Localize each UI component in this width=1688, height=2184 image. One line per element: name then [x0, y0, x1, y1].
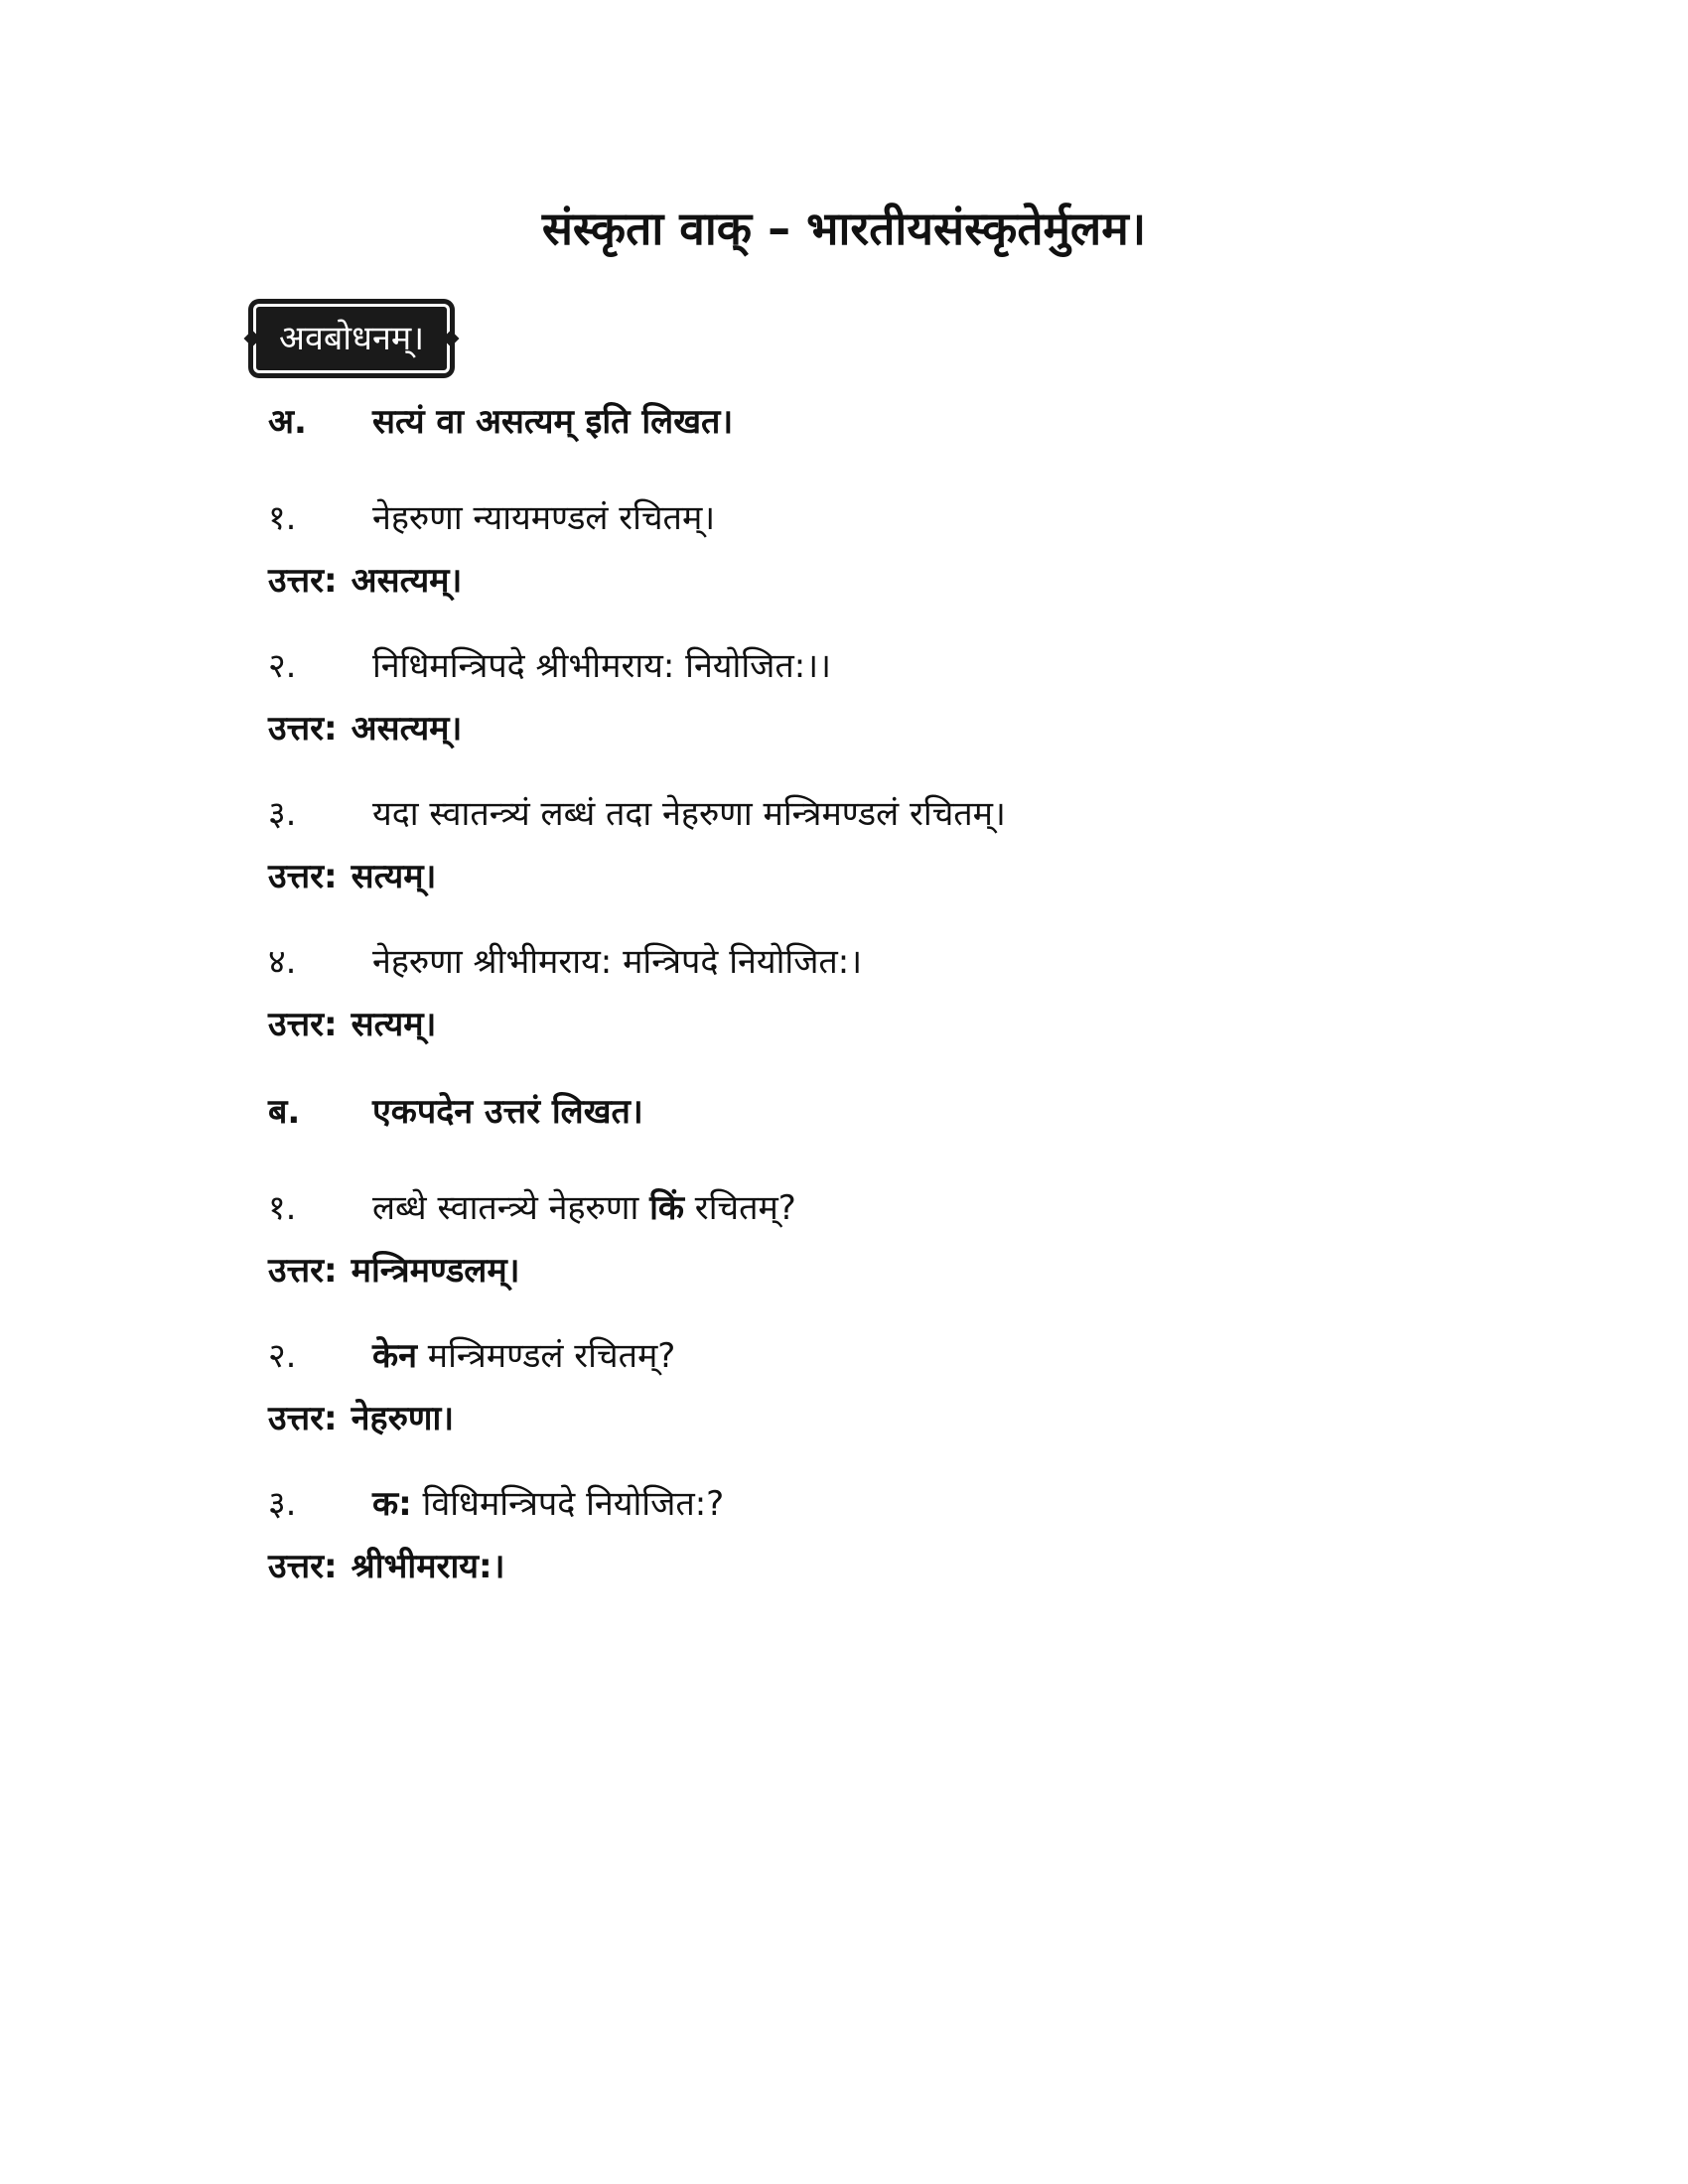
question-number: ४.	[268, 942, 297, 982]
question-number: १.	[268, 1188, 297, 1228]
question-number: ३.	[268, 1484, 297, 1524]
answer-text: असत्यम्।	[351, 709, 463, 749]
answer-text: श्रीभीमराय:।	[351, 1547, 505, 1586]
answer-text: असत्यम्।	[351, 561, 463, 601]
section-b-heading-text: एकपदेन उत्तरं लिखत।	[372, 1092, 643, 1132]
answer-label: उत्तर:	[268, 561, 338, 601]
question-row	[268, 641, 831, 691]
question-text: निधिमन्त्रिपदे श्रीभीमराय: नियोजित:।।	[372, 646, 831, 686]
question-number: १.	[268, 498, 297, 538]
section-badge: अवबोधनम्।	[253, 304, 450, 373]
answer-row	[268, 1542, 504, 1591]
page-title: संस्कृता वाक् – भारतीयसंस्कृतेर्मुलम।	[541, 202, 1147, 255]
question-text-end: मन्त्रिमण्डलं रचितम्?	[416, 1336, 676, 1376]
question-row	[268, 1331, 675, 1381]
answer-row	[268, 1000, 436, 1049]
question-text: यदा स्वातन्त्र्यं लब्धं तदा नेहरुणा मन्त्रिमण्डलं रचितम्।	[372, 794, 1006, 834]
question-row	[268, 937, 862, 987]
question-text-end: विधिमन्त्रिपदे नियोजित:?	[411, 1484, 725, 1524]
question-number: ३.	[268, 794, 297, 834]
question-text-start: लब्धे स्वातन्त्र्ये नेहरुणा	[372, 1188, 650, 1228]
answer-label: उत्तर:	[268, 1547, 338, 1586]
question-keyword: किं	[649, 1188, 684, 1228]
question-text: नेहरुणा न्यायमण्डलं रचितम्।	[372, 498, 716, 538]
answer-text: सत्यम्।	[351, 1005, 437, 1044]
section-a-heading	[268, 397, 733, 447]
answer-label: उत्तर:	[268, 1005, 338, 1044]
question-row	[268, 1183, 796, 1233]
section-a-marker: अ.	[268, 402, 307, 442]
question-row	[268, 789, 1006, 839]
answer-label: उत्तर:	[268, 709, 338, 749]
answer-label: उत्तर:	[268, 1251, 338, 1291]
answer-text: मन्त्रिमण्डलम्।	[351, 1251, 520, 1291]
answer-row	[268, 556, 462, 606]
answer-label: उत्तर:	[268, 857, 338, 896]
answer-row	[268, 852, 436, 901]
question-text-end: रचितम्?	[683, 1188, 796, 1228]
question-row	[268, 493, 715, 543]
answer-label: उत्तर:	[268, 1399, 338, 1438]
answer-row	[268, 704, 462, 753]
answer-row	[268, 1394, 454, 1443]
question-text: नेहरुणा श्रीभीमराय: मन्त्रिपदे नियोजित:।	[372, 942, 863, 982]
question-keyword: क:	[372, 1484, 412, 1524]
answer-text: नेहरुणा।	[351, 1399, 455, 1438]
question-row	[268, 1479, 724, 1529]
question-number: २.	[268, 1336, 297, 1376]
section-b-heading	[268, 1087, 643, 1137]
question-number: २.	[268, 646, 297, 686]
question-keyword: केन	[372, 1336, 417, 1376]
section-b-marker: ब.	[268, 1092, 301, 1132]
answer-row	[268, 1246, 520, 1296]
answer-text: सत्यम्।	[351, 857, 437, 896]
section-a-heading-text: सत्यं वा असत्यम् इति लिखत।	[372, 402, 734, 442]
